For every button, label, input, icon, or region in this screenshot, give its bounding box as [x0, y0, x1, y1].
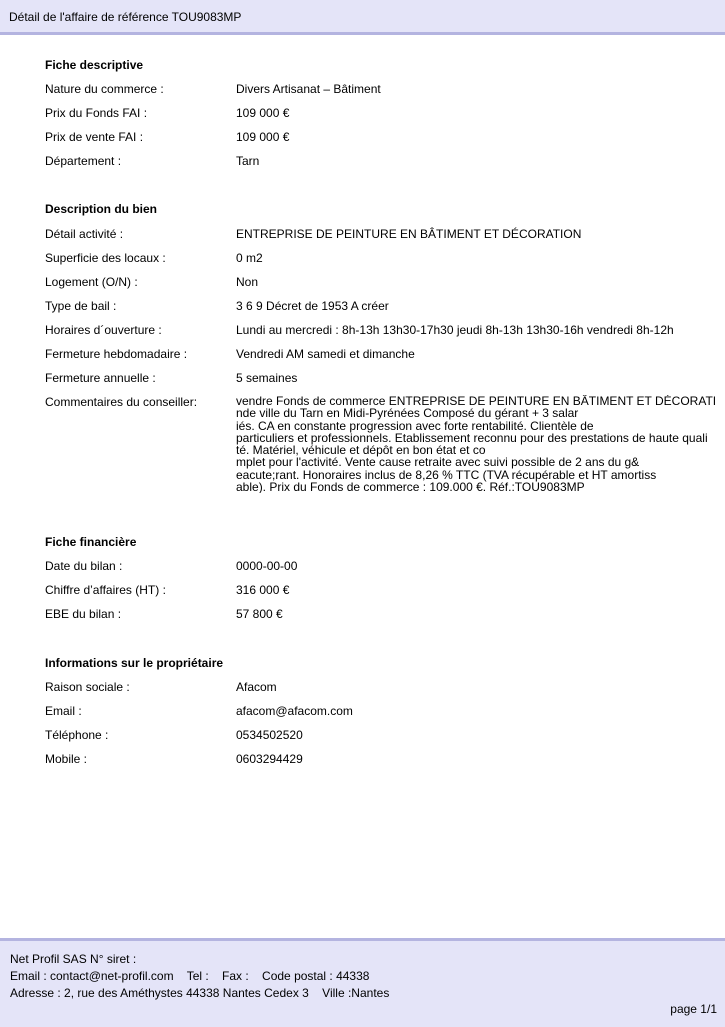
value-logement: Non	[236, 275, 259, 289]
comment-line: vendre Fonds de commerce ENTREPRISE DE PEINTURE EN BÂTIMENT ET DÉCORATI	[236, 395, 717, 408]
label-fermeture-hebdo: Fermeture hebdomadaire :	[45, 347, 188, 361]
page-footer	[0, 938, 725, 1027]
label-raison-sociale: Raison sociale :	[45, 680, 130, 694]
value-nature-commerce: Divers Artisanat – Bâtiment	[236, 82, 381, 96]
comment-line: mplet pour l'activité. Vente cause retraite avec suivi possible de 2 ans du g&	[236, 455, 640, 470]
value-chiffre-affaires: 316 000 €	[236, 583, 290, 597]
comment-text	[236, 395, 725, 493]
value-ebe: 57 800 €	[236, 607, 283, 621]
label-prix-vente: Prix de vente FAI :	[45, 130, 144, 144]
value-mobile: 0603294429	[236, 752, 303, 766]
value-detail-activite: ENTREPRISE DE PEINTURE EN BÂTIMENT ET DÉCORATION	[236, 227, 582, 241]
value-departement: Tarn	[236, 154, 260, 168]
comment-line: particuliers et professionnels. Etablissement reconnu pour des prestations de haute quali	[236, 430, 708, 445]
page-number: page 1/1	[670, 1002, 717, 1016]
value-prix-vente: 109 000 €	[236, 130, 290, 144]
comment-line: iés. CA en constante progression avec forte rentabilité. Clientèle de	[236, 418, 594, 433]
value-email: afacom@afacom.com	[236, 704, 353, 718]
value-telephone: 0534502520	[236, 728, 303, 742]
label-logement: Logement (O/N) :	[45, 275, 138, 289]
comment-line: able). Prix du Fonds de commerce : 109.000 €. Réf.:TOU9083MP	[236, 480, 585, 494]
label-prix-fonds: Prix du Fonds FAI :	[45, 106, 148, 120]
footer-company: Net Profil SAS N° siret :	[10, 952, 137, 966]
comment-line: té. Matériel, véhicule et dépôt en bon état et co	[236, 443, 486, 458]
label-telephone: Téléphone :	[45, 728, 109, 742]
label-chiffre-affaires: Chiffre d’affaires (HT) :	[45, 583, 166, 597]
label-ebe: EBE du bilan :	[45, 607, 122, 621]
label-superficie: Superficie des locaux :	[45, 251, 166, 265]
label-nature-commerce: Nature du commerce :	[45, 82, 164, 96]
label-commentaires: Commentaires du conseiller:	[45, 395, 198, 409]
label-email: Email :	[45, 704, 82, 718]
value-raison-sociale: Afacom	[236, 680, 277, 694]
section-title-description-bien: Description du bien	[45, 202, 158, 216]
header-title: Détail de l'affaire de référence TOU9083MP	[9, 10, 242, 24]
value-horaires: Lundi au mercredi : 8h-13h 13h30-17h30 jeudi 8h-13h 13h30-16h vendredi 8h-12h	[236, 323, 674, 337]
value-prix-fonds: 109 000 €	[236, 106, 290, 120]
value-superficie: 0 m2	[236, 251, 263, 265]
page-header	[0, 0, 725, 35]
footer-contact: Email : contact@net-profil.com Tel : Fax : Code postal : 44338	[10, 969, 370, 983]
label-fermeture-annuelle: Fermeture annuelle :	[45, 371, 156, 385]
value-fermeture-hebdo: Vendredi AM samedi et dimanche	[236, 347, 415, 361]
section-title-proprietaire: Informations sur le propriétaire	[45, 656, 224, 670]
comment-line: nde ville du Tarn en Midi-Pyrénées Composé du gérant + 3 salar	[236, 406, 579, 421]
label-horaires: Horaires d´ouverture :	[45, 323, 162, 337]
value-type-bail: 3 6 9 Décret de 1953 A créer	[236, 299, 389, 313]
value-date-bilan: 0000-00-00	[236, 559, 298, 573]
label-date-bilan: Date du bilan :	[45, 559, 123, 573]
footer-address: Adresse : 2, rue des Améthystes 44338 Nantes Cedex 3 Ville :Nantes	[10, 986, 390, 1000]
label-mobile: Mobile :	[45, 752, 88, 766]
comment-line: eacute;rant. Honoraires inclus de 8,26 % TTC (TVA récupérable et HT amortiss	[236, 467, 657, 482]
section-title-fiche-descriptive: Fiche descriptive	[45, 58, 144, 72]
label-detail-activite: Détail activité :	[45, 227, 124, 241]
value-fermeture-annuelle: 5 semaines	[236, 371, 298, 385]
label-type-bail: Type de bail :	[45, 299, 117, 313]
label-departement: Département :	[45, 154, 122, 168]
section-title-fiche-financiere: Fiche financière	[45, 535, 137, 549]
